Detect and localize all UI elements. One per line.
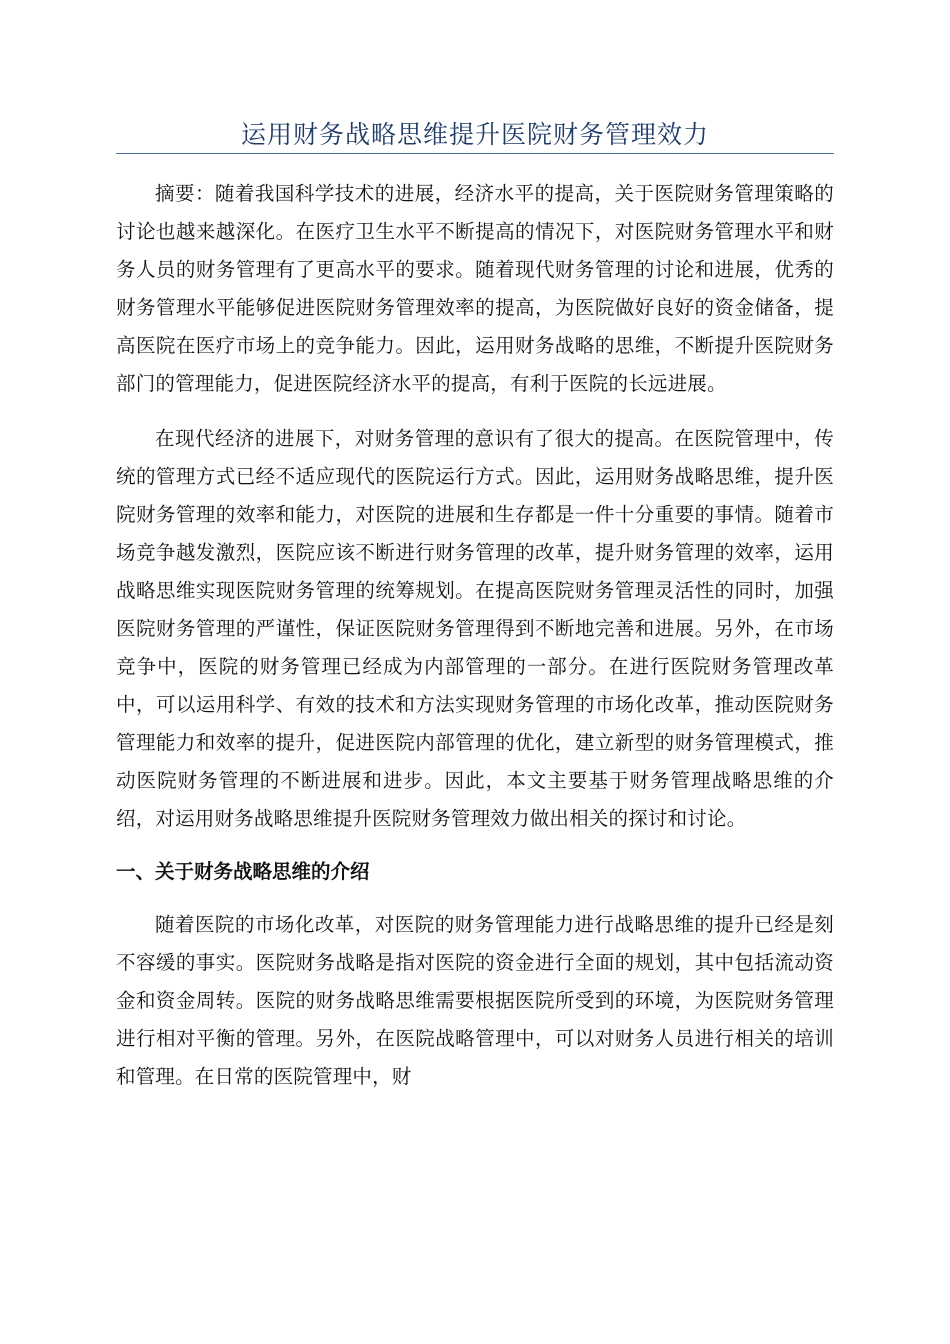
section-heading: 一、关于财务战略思维的介绍 xyxy=(116,860,370,883)
section-paragraph: 随着医院的市场化改革，对医院的财务管理能力进行战略思维的提升已经是刻不容缓的事实。医院财务战略是指对医院的资金进行全面的规划，其中包括流动资金和资金周转。医院的财务战略思维需要根据医院所受到的环境，为医院财务管理进行相对平衡的管理。另外，在医院战略管理中，可以对财务人员进行相关的培训和管理。在日常的医院管理中，财 xyxy=(116,913,834,1088)
intro-paragraph: 在现代经济的进展下，对财务管理的意识有了很大的提高。在医院管理中，传统的管理方式已经不适应现代的医院运行方式。因此，运用财务战略思维，提升医院财务管理的效率和能力，对医院的进展和生存都是一件十分重要的事情。随着市场竞争越发激烈，医院应该不断进行财务管理的改革，提升财务管理的效率，运用战略思维实现医院财务管理的统筹规划。在提高医院财务管理灵活性的同时，加强医院财务管理的严谨性，保证医院财务管理得到不断地完善和进展。另外，在市场竞争中，医院的财务管理已经成为内部管理的一部分。在进行医院财务管理改革中，可以运用科学、有效的技术和方法实现财务管理的市场化改革，推动医院财务管理能力和效率的提升，促进医院内部管理的优化，建立新型的财务管理模式，推动医院财务管理的不断进展和进步。因此，本文主要基于财务管理战略思维的介绍，对运用财务战略思维提升医院财务管理效力做出相关的探讨和讨论。 xyxy=(116,427,834,830)
document-title: 运用财务战略思维提升医院财务管理效力 xyxy=(240,120,709,149)
title-underline xyxy=(116,153,834,154)
abstract-paragraph: 摘要：随着我国科学技术的进展，经济水平的提高，关于医院财务管理策略的讨论也越来越深化。在医疗卫生水平不断提高的情况下，对医院财务管理水平和财务人员的财务管理有了更高水平的要求。随着现代财务管理的讨论和进展，优秀的财务管理水平能够促进医院财务管理效率的提高，为医院做好良好的资金储备，提高医院在医疗市场上的竞争能力。因此，运用财务战略的思维，不断提升医院财务部门的管理能力，促进医院经济水平的提高，有利于医院的长远进展。 xyxy=(116,182,834,395)
document-page xyxy=(116,0,834,1096)
